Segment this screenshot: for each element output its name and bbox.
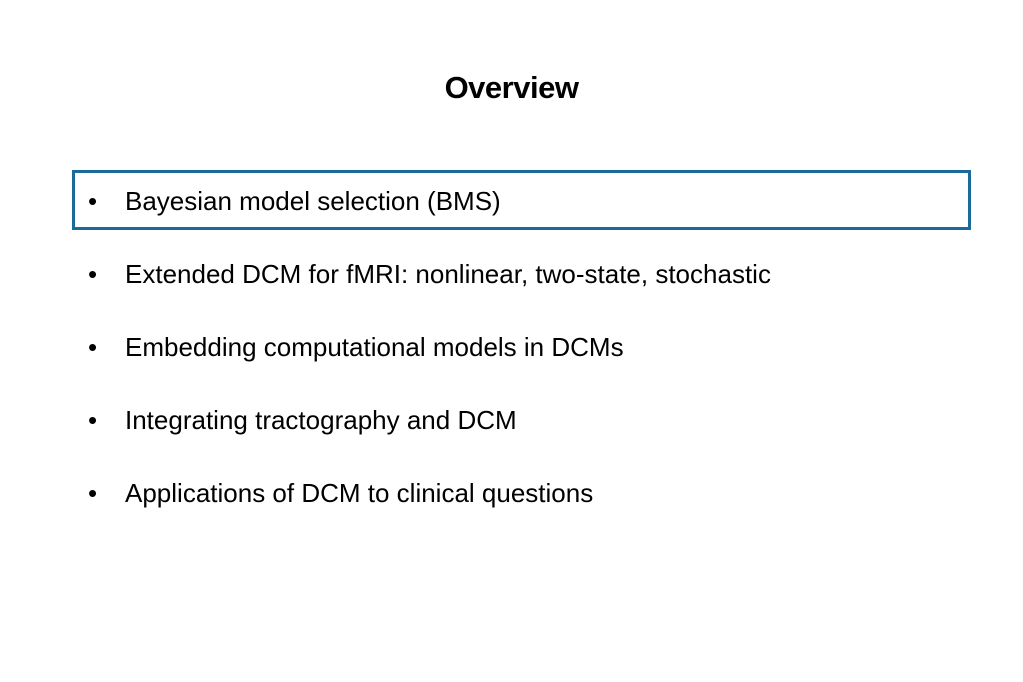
bullet-item-tractography bbox=[0, 402, 1023, 438]
bullet-text: Applications of DCM to clinical questions bbox=[125, 478, 594, 508]
bullet-text: Embedding computational models in DCMs bbox=[125, 332, 624, 362]
bullet-item-computational-models bbox=[0, 329, 1023, 365]
bullet-item-bms bbox=[0, 183, 1023, 219]
bullet-marker: • bbox=[88, 478, 98, 508]
bullet-text: Bayesian model selection (BMS) bbox=[125, 186, 501, 216]
bullet-item-extended-dcm bbox=[0, 256, 1023, 292]
bullet-text: Extended DCM for fMRI: nonlinear, two-state, stochastic bbox=[125, 259, 771, 289]
bullet-marker: • bbox=[88, 186, 98, 216]
bullet-item-clinical-applications bbox=[0, 475, 1023, 511]
bullet-text: Integrating tractography and DCM bbox=[125, 405, 517, 435]
slide-title: Overview bbox=[444, 70, 579, 105]
bullet-marker: • bbox=[88, 332, 98, 362]
bullet-marker: • bbox=[88, 405, 98, 435]
bullet-marker: • bbox=[88, 259, 98, 289]
